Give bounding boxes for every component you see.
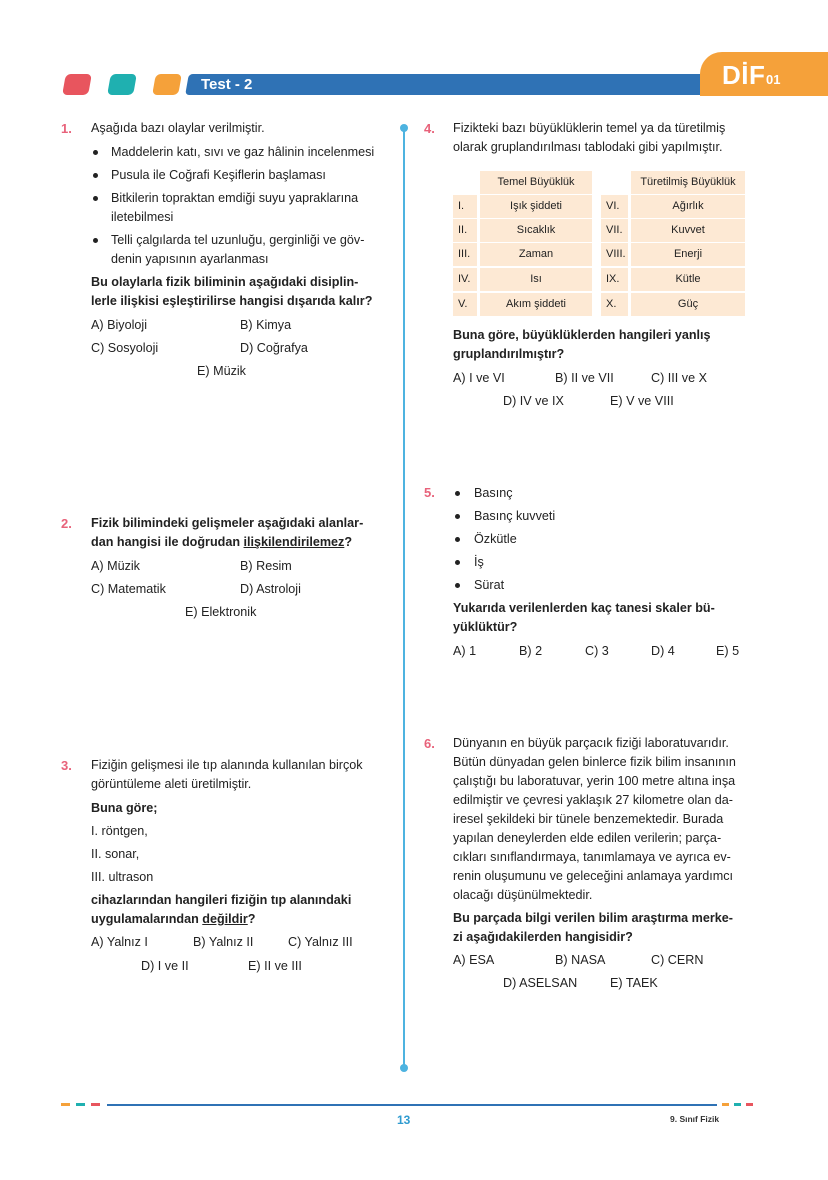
- option-e[interactable]: E) Müzik: [197, 364, 246, 378]
- question-stem: cihazlarından hangileri fiziğin tıp alanındaki: [91, 893, 352, 907]
- column-divider: [403, 128, 405, 1068]
- option-e[interactable]: E) II ve III: [248, 959, 302, 973]
- question-stem: gruplandırılmıştır?: [453, 347, 565, 361]
- table-row-num: X.: [601, 293, 628, 316]
- passage-line: iresel şekildeki bir tünele benzemektedir. Burada: [453, 812, 724, 826]
- list-item: Pusula ile Coğrafi Keşiflerin başlaması: [111, 168, 326, 182]
- header-dot-red: [62, 74, 92, 95]
- table-cell: Akım şiddeti: [480, 293, 592, 316]
- option-e[interactable]: E) V ve VIII: [610, 394, 674, 408]
- option-a[interactable]: A) Yalnız I: [91, 935, 148, 949]
- question-number: 2.: [61, 516, 72, 531]
- list-item-cont: denin yapısının ayarlanması: [111, 252, 269, 266]
- dif-badge-number: 01: [766, 72, 781, 87]
- option-c[interactable]: C) Sosyoloji: [91, 341, 159, 355]
- option-e[interactable]: E) 5: [716, 644, 740, 658]
- option-d[interactable]: D) ASELSAN: [503, 976, 578, 990]
- bullet: [93, 238, 98, 243]
- footer-dash-orange: [61, 1103, 70, 1106]
- table-row-num: I.: [453, 195, 477, 218]
- list-item: Bitkilerin topraktan emdiği suyu yapraklarına: [111, 191, 359, 205]
- question-stem: lerle ilişkisi eşleştirilirse hangisi dışarıda kalır?: [91, 294, 373, 308]
- footer-dash-red-right: [746, 1103, 753, 1106]
- list-item-cont: iletebilmesi: [111, 210, 174, 224]
- passage-line: Dünyanın en büyük parçacık fiziği laboratuvarıdır.: [453, 736, 729, 750]
- list-item: Maddelerin katı, sıvı ve gaz hâlinin incelenmesi: [111, 145, 375, 159]
- option-e[interactable]: E) Elektronik: [185, 605, 257, 619]
- dif-badge-title: DİF: [722, 60, 766, 90]
- option-b[interactable]: B) NASA: [555, 953, 606, 967]
- question-number: 6.: [424, 736, 435, 751]
- question-stem: dan hangisi ile doğrudan ilişkilendirilemez?: [91, 535, 353, 549]
- table-cell: Zaman: [480, 243, 592, 266]
- table-header-turetilmis: Türetilmiş Büyüklük: [631, 171, 745, 194]
- bullet: [455, 583, 460, 588]
- option-c[interactable]: C) Yalnız III: [288, 935, 353, 949]
- option-c[interactable]: C) CERN: [651, 953, 704, 967]
- option-b[interactable]: B) Resim: [240, 559, 292, 573]
- question-stem: Buna göre, büyüklüklerden hangileri yanlış: [453, 328, 711, 342]
- footer-dash-teal-right: [734, 1103, 741, 1106]
- page-number: 13: [397, 1113, 411, 1127]
- list-item: Basınç kuvveti: [474, 509, 556, 523]
- list-item: Telli çalgılarda tel uzunluğu, gerginliği ve göv-: [111, 233, 365, 247]
- course-label: 9. Sınıf Fizik: [670, 1114, 720, 1124]
- table-cell: Kuvvet: [631, 219, 745, 242]
- divider-dot-top: [400, 124, 408, 132]
- question-stem: zi aşağıdakilerden hangisidir?: [453, 930, 633, 944]
- option-d[interactable]: D) Coğrafya: [240, 341, 308, 355]
- footer-dash-teal: [76, 1103, 85, 1106]
- bullet: [93, 150, 98, 155]
- table-cell: Ağırlık: [631, 195, 745, 218]
- option-c[interactable]: C) 3: [585, 644, 609, 658]
- option-b[interactable]: B) Yalnız II: [193, 935, 254, 949]
- list-item: II. sonar,: [91, 847, 140, 861]
- list-item: III. ultrason: [91, 870, 154, 884]
- question-stem: uygulamalarından değildir?: [91, 912, 256, 926]
- list-item: İş: [474, 555, 484, 569]
- table-row-num: II.: [453, 219, 477, 242]
- passage-line: olacağı düşünülmektedir.: [453, 888, 593, 902]
- list-item: I. röntgen,: [91, 824, 148, 838]
- bullet: [455, 560, 460, 565]
- question-stem: Yukarıda verilenlerden kaç tanesi skaler bü-: [453, 601, 715, 615]
- table-cell: Enerji: [631, 243, 745, 266]
- passage-line: cıkları sınıflandırmaya, tanımlamaya ve ayrıca ev-: [453, 850, 731, 864]
- passage-line: edilmiştir ve çevresi yaklaşık 27 kilometre olan da-: [453, 793, 733, 807]
- header-dot-teal: [107, 74, 137, 95]
- option-c[interactable]: C) III ve X: [651, 371, 707, 385]
- bullet: [455, 491, 460, 496]
- question-stem: Fizik bilimindeki gelişmeler aşağıdaki alanlar-: [91, 516, 364, 530]
- question-number: 3.: [61, 758, 72, 773]
- passage-line: çalıştığı bu laboratuvar, yerin 100 metre altına inşa: [453, 774, 736, 788]
- question-intro: Fizikteki bazı büyüklüklerin temel ya da türetilmiş: [453, 121, 726, 135]
- bullet: [455, 537, 460, 542]
- table-row-num: III.: [453, 243, 477, 266]
- footer-dash-orange-right: [722, 1103, 729, 1106]
- bullet: [455, 514, 460, 519]
- question-number: 5.: [424, 485, 435, 500]
- table-cell: Işık şiddeti: [480, 195, 592, 218]
- table-row-num: V.: [453, 293, 477, 316]
- question-stem: Bu olaylarla fizik biliminin aşağıdaki disiplin-: [91, 275, 359, 289]
- question-intro: görüntüleme aleti üretilmiştir.: [91, 777, 252, 791]
- question-number: 1.: [61, 121, 72, 136]
- table-cell: Güç: [631, 293, 745, 316]
- header-dot-orange: [152, 74, 182, 95]
- question-intro: Aşağıda bazı olaylar verilmiştir.: [91, 121, 265, 135]
- option-a[interactable]: A) ESA: [453, 953, 495, 967]
- table-row-num: IX.: [601, 268, 628, 291]
- bullet: [93, 173, 98, 178]
- test-title-band: [185, 74, 789, 95]
- option-a[interactable]: A) 1: [453, 644, 477, 658]
- test-title: Test - 2: [201, 76, 253, 93]
- passage-line: renin oluşumunu ve geleceğini anlamaya yardımcı: [453, 869, 734, 883]
- table-row-num: VIII.: [601, 243, 628, 266]
- option-e[interactable]: E) TAEK: [610, 976, 658, 990]
- footer-line: [107, 1104, 717, 1106]
- list-item: Özkütle: [474, 532, 517, 546]
- option-b[interactable]: B) 2: [519, 644, 543, 658]
- table-cell: Kütle: [631, 268, 745, 291]
- option-c[interactable]: C) Matematik: [91, 582, 166, 596]
- list-item: Basınç: [474, 486, 513, 500]
- option-b[interactable]: B) II ve VII: [555, 371, 614, 385]
- option-a[interactable]: A) Müzik: [91, 559, 140, 573]
- table-cell: Isı: [480, 268, 592, 291]
- option-d[interactable]: D) Astroloji: [240, 582, 301, 596]
- table-row-num: VII.: [601, 219, 628, 242]
- option-d[interactable]: D) IV ve IX: [503, 394, 564, 408]
- option-d[interactable]: D) 4: [651, 644, 675, 658]
- footer-dash-red: [91, 1103, 100, 1106]
- table-row-num: IV.: [453, 268, 477, 291]
- question-lead: Buna göre;: [91, 801, 158, 815]
- divider-dot-bottom: [400, 1064, 408, 1072]
- option-b[interactable]: B) Kimya: [240, 318, 292, 332]
- question-stem: Bu parçada bilgi verilen bilim araştırma merke-: [453, 911, 733, 925]
- table-cell: Sıcaklık: [480, 219, 592, 242]
- question-intro: Fiziğin gelişmesi ile tıp alanında kullanılan birçok: [91, 758, 363, 772]
- question-intro: olarak gruplandırılması tablodaki gibi yapılmıştır.: [453, 140, 723, 154]
- table-header-temel: Temel Büyüklük: [480, 171, 592, 194]
- option-d[interactable]: D) I ve II: [141, 959, 189, 973]
- option-a[interactable]: A) I ve VI: [453, 371, 505, 385]
- option-a[interactable]: A) Biyoloji: [91, 318, 147, 332]
- bullet: [93, 196, 98, 201]
- passage-line: Bütün dünyadan gelen binlerce fizik bilim insanının: [453, 755, 736, 769]
- question-number: 4.: [424, 121, 435, 136]
- passage-line: yapılan deneylerden elde edilen verilerin; parça-: [453, 831, 722, 845]
- question-stem: yüklüktür?: [453, 620, 518, 634]
- table-row-num: VI.: [601, 195, 628, 218]
- list-item: Sürat: [474, 578, 505, 592]
